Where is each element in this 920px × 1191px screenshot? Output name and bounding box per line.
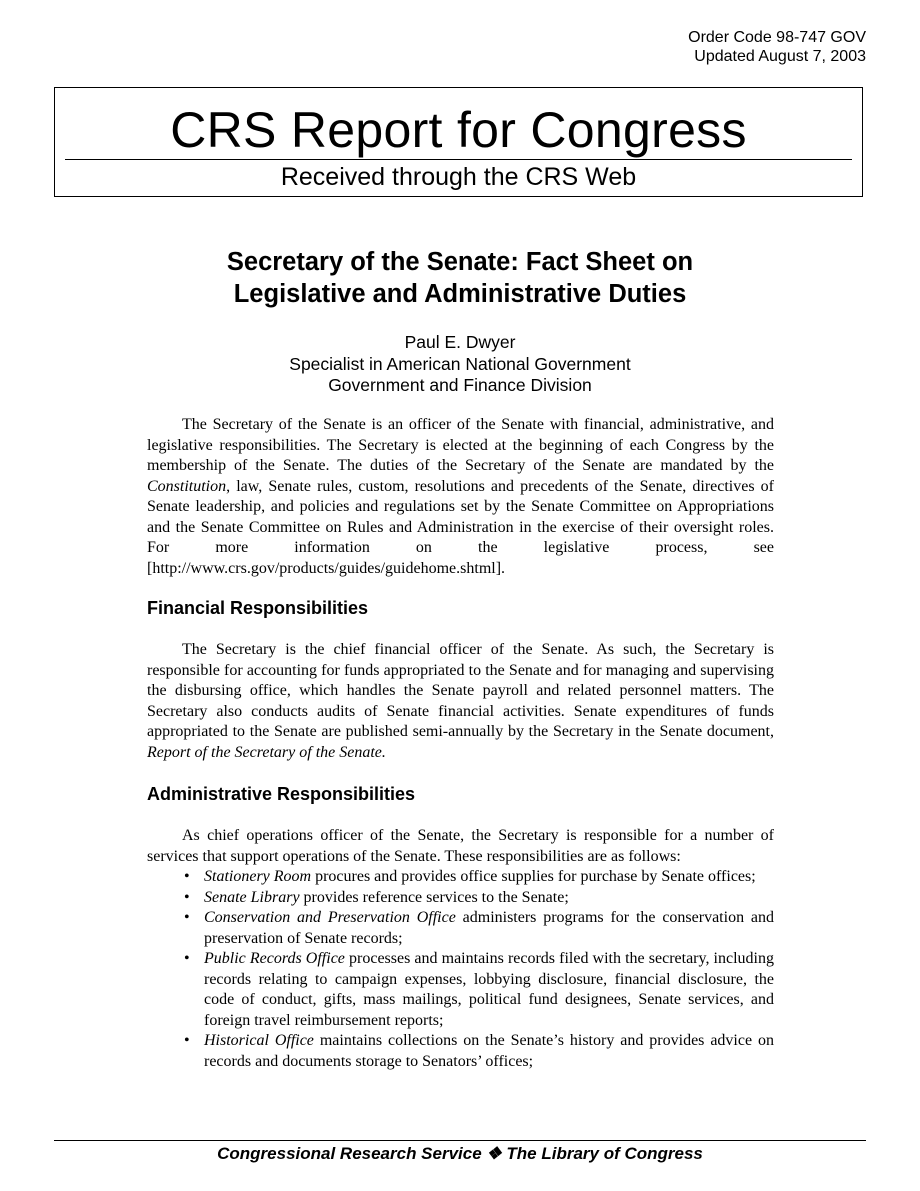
author-title: Specialist in American National Government (289, 353, 631, 374)
list-item (147, 867, 774, 888)
document-title-line-1: Secretary of the Senate: Fact Sheet on (226, 248, 694, 276)
author-division: Government and Finance Division (328, 375, 592, 395)
administrative-intro: As chief operations officer of the Senate, the Secretary is responsible for a number of services that support operations of the Senate. These responsibilities are as follows: (147, 827, 774, 865)
list-item-text: processes and maintains records filed with the secretary, including records relating to campaign expenses, lobbying disclosure, financial disclosure, the code of conduct, gifts, mass mailings, political fund designees, Senate services, and foreign travel reimbursement reports; (204, 950, 774, 1029)
list-item (147, 888, 774, 909)
document-title-line-2: Legislative and Administrative Duties (233, 280, 687, 308)
list-item (147, 1031, 774, 1072)
financial-section (147, 640, 774, 763)
financial-heading: Financial Responsibilities (147, 598, 369, 618)
crs-banner-title: CRS Report for Congress (170, 102, 747, 158)
bullet-icon: • (184, 868, 190, 885)
crs-banner-rule (65, 159, 852, 160)
list-item-text: administers programs for the conservation and preservation of Senate records; (204, 909, 774, 947)
bullet-icon: • (184, 888, 190, 906)
intro-text-1: The Secretary of the Senate is an officer of the Senate with financial, administrative, and legislative responsibilities. The Secretary is elected at the beginning of each Congress by the membership of the Senate. The duties of the Secretary of the Senate are mandated by the (147, 416, 774, 474)
intro-paragraph (147, 415, 774, 579)
intro-section (147, 415, 774, 579)
crs-banner-subtitle: Received through the CRS Web (280, 163, 637, 191)
financial-italic: Report of the Secretary of the Senate. (147, 743, 386, 761)
intro-italic: Constitution (147, 477, 227, 495)
list-item-name: Senate Library (204, 888, 300, 906)
order-code: Order Code 98-747 GOV (688, 29, 866, 46)
author-block (100, 332, 820, 397)
financial-paragraph (147, 640, 774, 763)
order-code-block (688, 28, 866, 66)
footer-crs: Congressional Research Service (217, 1144, 482, 1163)
list-item (147, 908, 774, 949)
document-title (120, 246, 800, 310)
bullet-icon: • (184, 1032, 190, 1049)
intro-text-2: , law, Senate rules, custom, resolutions and precedents of the Senate, directives of Senate leadership, and policies and regulations set by the Senate Committee on Appropriations and the Senate Committee on Rules and Administration in the exercise of their oversight roles. For more information on the legislative process, see [http://www.crs.gov/products/guides/guidehome.shtml]. (147, 477, 774, 577)
list-item (147, 949, 774, 1031)
administrative-heading: Administrative Responsibilities (147, 784, 416, 804)
crs-banner (54, 87, 863, 197)
list-item-name: Historical Office (204, 1032, 314, 1049)
list-item-name: Conservation and Preservation Office (204, 909, 456, 926)
financial-text: The Secretary is the chief financial officer of the Senate. As such, the Secretary is responsible for accounting for funds appropriated to the Senate and for managing and supervising the disbursing office, which handles the Senate payroll and related personnel matters. The Secretary also conducts audits of Senate financial activities. Senate expenditures of funds appropriated to the Senate are published semi-annually by the Secretary in the Senate document, (147, 641, 774, 740)
responsibility-list (147, 867, 774, 1072)
footer-separator-icon: ❖ (486, 1144, 502, 1163)
list-item-name: Public Records Office (204, 950, 345, 967)
list-item-name: Stationery Room (204, 868, 312, 885)
list-item-text: procures and provides office supplies for purchase by Senate offices; (311, 868, 756, 885)
updated-date: Updated August 7, 2003 (694, 48, 866, 65)
list-item-text: maintains collections on the Senate’s history and provides advice on records and documents storage to Senators’ offices; (204, 1032, 775, 1070)
footer-rule (54, 1140, 866, 1141)
bullet-icon: • (184, 950, 190, 967)
bullet-icon: • (184, 909, 190, 926)
footer-loc: The Library of Congress (506, 1144, 703, 1163)
author-name: Paul E. Dwyer (404, 332, 516, 352)
footer (0, 1143, 920, 1165)
list-item-text: provides reference services to the Senate; (299, 888, 569, 906)
administrative-section (147, 826, 774, 1072)
